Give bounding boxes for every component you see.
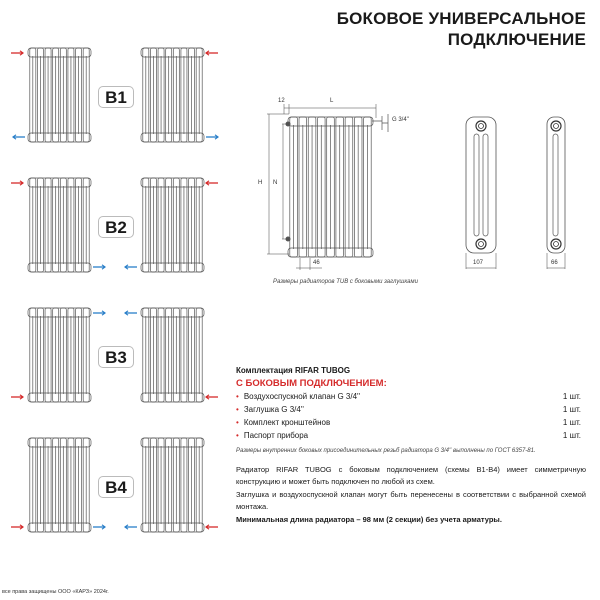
kit-item-qty: 1 шт.	[562, 392, 581, 401]
radiator-side-view-icon	[466, 117, 496, 253]
kit-item-qty: 1 шт.	[562, 431, 581, 440]
kit-item-name: Паспорт прибора	[243, 431, 309, 440]
nipple-icon	[476, 239, 486, 249]
radiator-icon	[288, 117, 373, 257]
page-title-line1: БОКОВОЕ УНИВЕРСАЛЬНОЕ	[336, 9, 586, 28]
scheme-label-b3: B3	[98, 346, 134, 368]
dim-l-line	[284, 104, 376, 118]
nipple-icon	[551, 121, 561, 131]
scheme-label-b4: B4	[98, 476, 134, 498]
dim-12: 12	[278, 98, 285, 104]
footer-copyright: все права защищены ООО «КАРЗ» 2024г.	[2, 589, 109, 595]
dim-66: 66	[551, 260, 558, 266]
radiator-icon	[141, 48, 204, 142]
scheme-label-b1: B1	[98, 86, 134, 108]
kit-note: Размеры внутренних боковых присоединительных резьб радиатора G 3/4'' выполнены по ГОСТ 6357-81.	[236, 448, 536, 454]
kit-item-qty: 1 шт.	[562, 405, 581, 414]
kit-item: • Заглушка G 3/4'' 1 шт.	[236, 405, 581, 414]
drawing-caption: Размеры радиаторов TUB с боковыми заглушками	[273, 279, 418, 285]
description-p1: Радиатор RIFAR TUBOG с боковым подключением (схемы В1-В4) имеет симметричную конструкцию и может быть подключен по любой из схем.	[236, 465, 586, 487]
radiator-icon	[28, 308, 91, 402]
dim-107: 107	[473, 260, 484, 266]
description-p3: Минимальная длина радиатора – 98 мм (2 секции) без учета арматуры.	[236, 515, 502, 524]
kit-item: • Комплект кронштейнов 1 шт.	[236, 418, 581, 427]
connection-pipe-icon	[372, 114, 388, 132]
scheme-label-b2: B2	[98, 216, 134, 238]
dim-46: 46	[313, 260, 320, 266]
kit-item-name: Заглушка G 3/4''	[243, 405, 304, 414]
dim-n: N	[273, 180, 278, 186]
radiator-icon	[141, 178, 204, 272]
kit-subheading: С БОКОВЫМ ПОДКЛЮЧЕНИЕМ:	[236, 378, 387, 389]
page-title-line2: ПОДКЛЮЧЕНИЕ	[447, 30, 586, 49]
dim-l: L	[330, 98, 334, 104]
dim-h: H	[258, 180, 263, 186]
dim-n-line	[282, 124, 289, 239]
radiator-side-view-icon	[547, 117, 565, 253]
kit-item: • Воздухоспускной клапан G 3/4'' 1 шт.	[236, 392, 581, 401]
kit-item: • Паспорт прибора 1 шт.	[236, 431, 581, 440]
nipple-icon	[551, 239, 561, 249]
radiator-icon	[28, 48, 91, 142]
description-p2: Заглушка и воздухоспускной клапан могут быть перенесены в соответствии с выбранной схемой монтажа.	[236, 490, 586, 512]
kit-item-name: Комплект кронштейнов	[243, 418, 331, 427]
kit-item-qty: 1 шт.	[562, 418, 581, 427]
radiator-icon	[28, 178, 91, 272]
radiator-icon	[28, 438, 91, 532]
nipple-icon	[476, 121, 486, 131]
radiator-icon	[141, 308, 204, 402]
radiator-icon	[141, 438, 204, 532]
kit-heading: Комплектация RIFAR TUBOG	[236, 366, 351, 375]
kit-item-name: Воздухоспускной клапан G 3/4''	[243, 392, 361, 401]
thread-label: G 3/4''	[392, 117, 409, 123]
dim-h-line	[267, 114, 289, 254]
